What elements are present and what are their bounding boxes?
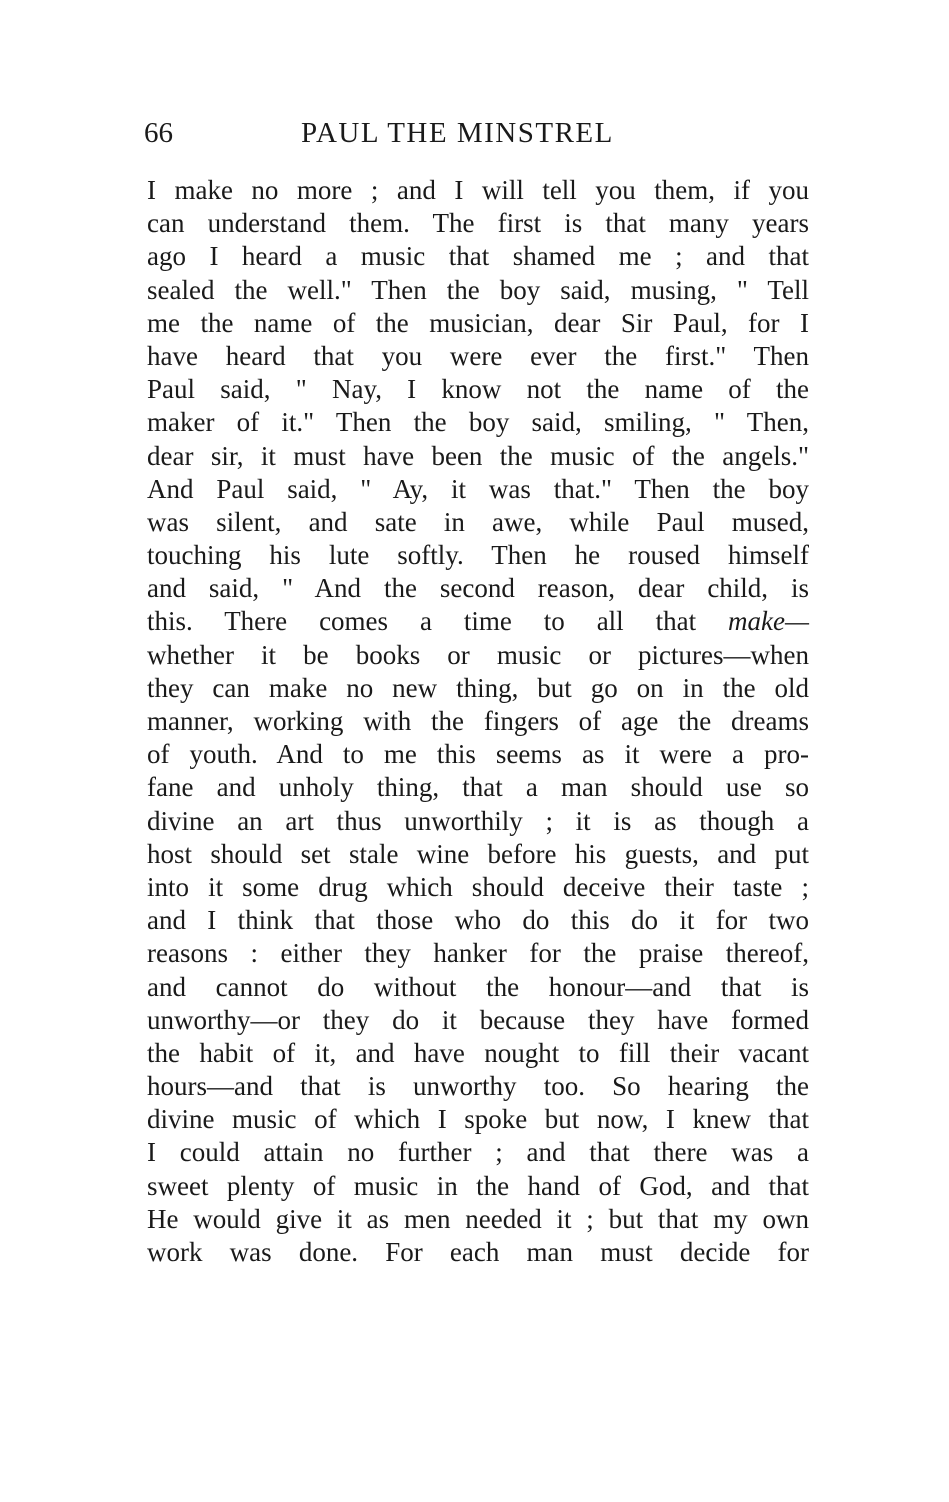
text-line: whether it be books or music or pictures—when bbox=[147, 639, 809, 670]
text-line: fane and unholy thing, that a man should use so bbox=[147, 772, 809, 803]
text-line: divine music of which I spoke but now, I knew that bbox=[147, 1104, 809, 1135]
text-line: manner, working with the fingers of age the dreams bbox=[147, 706, 809, 736]
running-title: PAUL THE MINSTREL bbox=[301, 117, 614, 149]
text-line: of youth. And to me this seems as it were a pro- bbox=[147, 739, 809, 770]
text-line: ago I heard a music that shamed me ; and that bbox=[147, 241, 809, 272]
text-line: hours—and that is unworthy too. So hearing the bbox=[147, 1071, 809, 1102]
text-line: was silent, and sate in awe, while Paul mused, bbox=[147, 506, 809, 537]
text-line: And Paul said, " Ay, it was that." Then the boy bbox=[147, 473, 809, 504]
text-line: and I think that those who do this do it for two bbox=[147, 905, 809, 936]
text-line: can understand them. The first is that many years bbox=[147, 208, 809, 239]
text-line: I make no more ; and I will tell you them, if you bbox=[147, 175, 809, 205]
text-line: unworthy—or they do it because they have formed bbox=[147, 1004, 809, 1035]
running-head bbox=[144, 113, 809, 153]
page-number: 66 bbox=[144, 117, 173, 149]
text-line-part: this. There comes a time to all that bbox=[147, 606, 729, 637]
text-line: Paul said, " Nay, I know not the name of the bbox=[147, 374, 809, 405]
text-line: maker of it." Then the boy said, smiling, " Then, bbox=[147, 407, 809, 438]
text-line: sealed the well." Then the boy said, musing, " Tell bbox=[147, 274, 809, 305]
text-line: divine an art thus unworthily ; it is as though a bbox=[147, 805, 809, 836]
text-line: host should set stale wine before his guests, and put bbox=[147, 838, 809, 869]
text-line: He would give it as men needed it ; but that my own bbox=[147, 1203, 809, 1234]
text-line: they can make no new thing, but go on in the old bbox=[147, 672, 809, 703]
text-line-with-italic bbox=[147, 605, 809, 638]
text-line: and said, " And the second reason, dear child, is bbox=[147, 573, 809, 604]
text-line: reasons : either they hanker for the praise thereof, bbox=[147, 938, 809, 969]
text-line: touching his lute softly. Then he roused himself bbox=[147, 540, 809, 571]
text-line: me the name of the musician, dear Sir Paul, for I bbox=[147, 307, 809, 338]
text-line: the habit of it, and have nought to fill their vacant bbox=[147, 1037, 809, 1068]
text-line: dear sir, it must have been the music of the angels." bbox=[147, 440, 809, 471]
text-line: into it some drug which should deceive their taste ; bbox=[147, 871, 809, 902]
text-line: work was done. For each man must decide for bbox=[147, 1237, 809, 1267]
text-line: have heard that you were ever the first." Then bbox=[147, 340, 809, 371]
italic-word: make— bbox=[728, 606, 809, 637]
text-line: I could attain no further ; and that there was a bbox=[147, 1137, 809, 1168]
body-text bbox=[147, 174, 809, 1269]
text-line: sweet plenty of music in the hand of God, and that bbox=[147, 1170, 809, 1201]
text-line: and cannot do without the honour—and that is bbox=[147, 971, 809, 1002]
